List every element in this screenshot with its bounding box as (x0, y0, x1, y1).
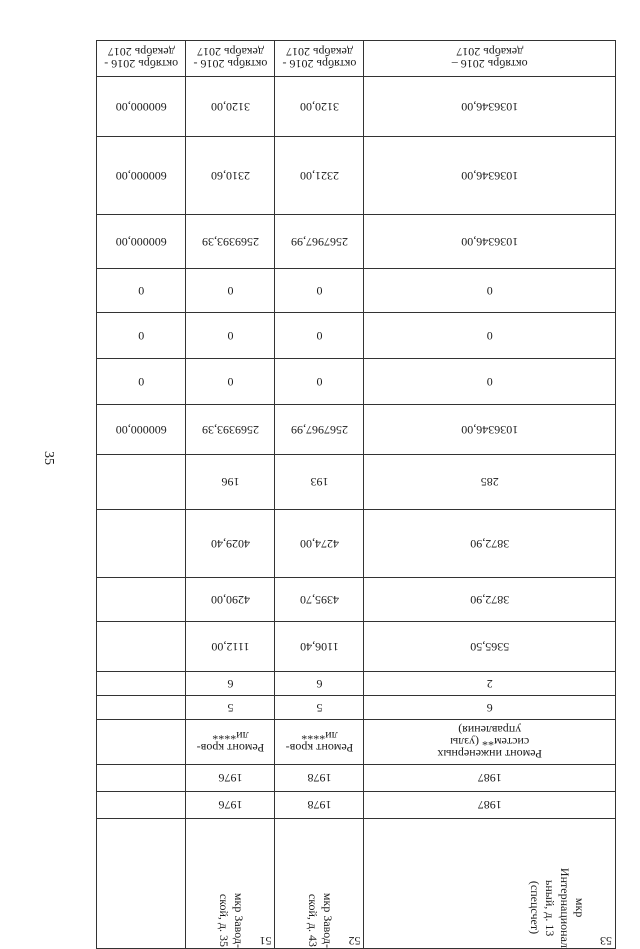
value-cell: 4029,40 (186, 510, 275, 578)
value-cell: 6 (275, 672, 364, 696)
year-cell: 1978 (275, 792, 364, 819)
period-cell: октябрь 2016 - декабрь 2017 (186, 41, 275, 77)
work-type-cell: Ремонт кров- ли**** (186, 720, 275, 765)
empty-cell (97, 819, 186, 949)
year-cell: 1976 (186, 765, 275, 792)
year-cell: 1976 (186, 792, 275, 819)
value-cell: 0 (364, 269, 616, 313)
value-cell: 600000,00 (97, 77, 186, 137)
value-cell: 5 (186, 696, 275, 720)
value-cell: 1036346,00 (364, 405, 616, 455)
value-cell: 2310,60 (186, 137, 275, 215)
value-cell: 2 (364, 672, 616, 696)
value-cell: 193 (275, 455, 364, 510)
value-cell: 0 (275, 359, 364, 405)
year-cell: 1987 (364, 792, 616, 819)
value-cell: 1036346,00 (364, 215, 616, 269)
empty-cell (97, 578, 186, 622)
value-cell: 600000,00 (97, 137, 186, 215)
address-text: мкр Завод- ской, д. 35 (217, 892, 247, 948)
empty-cell (97, 510, 186, 578)
value-cell: 2567967,99 (275, 405, 364, 455)
empty-cell (97, 622, 186, 672)
value-cell: 2567967,99 (275, 215, 364, 269)
address-cell-51 (186, 819, 275, 949)
value-cell: 0 (186, 269, 275, 313)
period-cell: октябрь 2016 - декабрь 2017 (275, 41, 364, 77)
value-cell: 600000,00 (97, 215, 186, 269)
period-cell: октябрь 2016 – декабрь 2017 (364, 41, 616, 77)
row-number: 53 (600, 934, 612, 948)
address-cell-53 (364, 819, 616, 949)
period-cell: октябрь 2016 - декабрь 2017 (97, 41, 186, 77)
value-cell: 4395,70 (275, 578, 364, 622)
value-cell: 3872,90 (364, 578, 616, 622)
value-cell: 0 (275, 269, 364, 313)
address-cell-52 (275, 819, 364, 949)
value-cell: 600000,00 (97, 405, 186, 455)
value-cell: 2569393,39 (186, 215, 275, 269)
value-cell: 285 (364, 455, 616, 510)
work-type-cell: Ремонт кров- ли**** (275, 720, 364, 765)
value-cell: 6 (364, 696, 616, 720)
work-type-cell: Ремонт инженерных систем** (узлы управления) (364, 720, 616, 765)
value-cell: 1036346,00 (364, 77, 616, 137)
value-cell: 2569393,39 (186, 405, 275, 455)
value-cell: 3120,00 (275, 77, 364, 137)
value-cell: 4274,00 (275, 510, 364, 578)
value-cell: 0 (97, 359, 186, 405)
value-cell: 0 (364, 359, 616, 405)
empty-cell (97, 696, 186, 720)
empty-cell (97, 765, 186, 792)
row-number: 52 (348, 934, 361, 948)
value-cell: 4290,00 (186, 578, 275, 622)
address-text: мкр Завод- ской, д. 43 (306, 892, 336, 948)
value-cell: 0 (186, 359, 275, 405)
value-cell: 0 (186, 313, 275, 359)
address-text: мкр Интернационал ьный, д. 13 (спецсчет) (528, 867, 587, 948)
empty-cell (97, 455, 186, 510)
value-cell: 2321,00 (275, 137, 364, 215)
value-cell: 5 (275, 696, 364, 720)
page-number: 35 (41, 451, 56, 465)
empty-cell (97, 792, 186, 819)
value-cell: 1112,00 (186, 622, 275, 672)
data-table (96, 40, 616, 949)
value-cell: 5365,50 (364, 622, 616, 672)
year-cell: 1978 (275, 765, 364, 792)
value-cell: 196 (186, 455, 275, 510)
value-cell: 0 (364, 313, 616, 359)
year-cell: 1987 (364, 765, 616, 792)
value-cell: 1106,40 (275, 622, 364, 672)
value-cell: 0 (275, 313, 364, 359)
empty-cell (97, 720, 186, 765)
value-cell: 0 (97, 269, 186, 313)
value-cell: 3120,00 (186, 77, 275, 137)
empty-cell (97, 672, 186, 696)
row-number: 51 (259, 934, 272, 948)
value-cell: 6 (186, 672, 275, 696)
value-cell: 3872,90 (364, 510, 616, 578)
value-cell: 0 (97, 313, 186, 359)
value-cell: 1036346,00 (364, 137, 616, 215)
